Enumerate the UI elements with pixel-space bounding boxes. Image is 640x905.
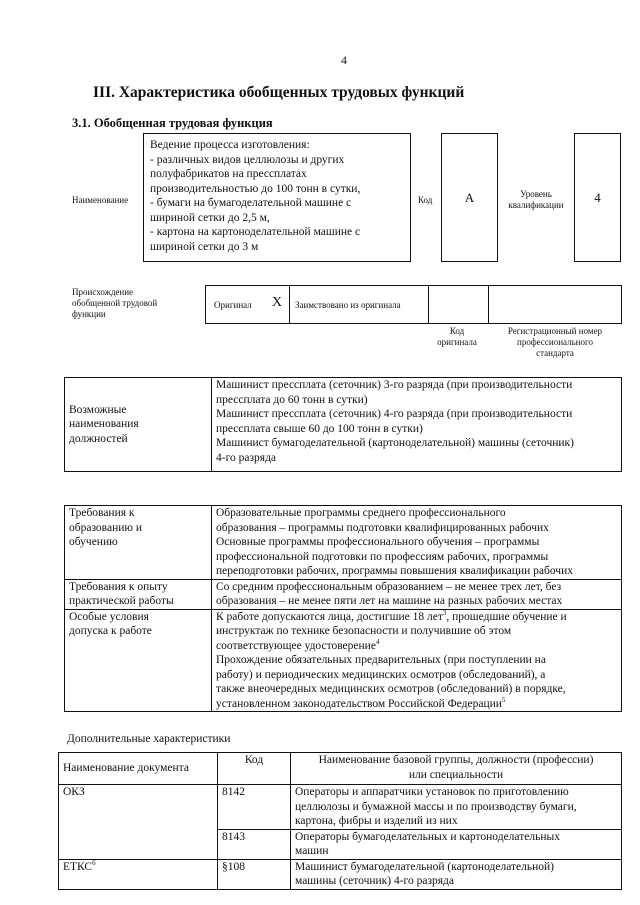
header-name-line: Наименование базовой группы, должности (профессии) bbox=[318, 754, 594, 766]
caption-line: профессионального bbox=[517, 337, 593, 347]
table-row bbox=[65, 609, 622, 712]
level-label-line: квалификации bbox=[508, 200, 564, 210]
conditions-cell bbox=[212, 609, 622, 712]
row-name-line: Операторы бумагоделательных и картоноделательных bbox=[295, 830, 560, 843]
position-line: Машинист прессплата (сеточник) 4-го разряда (при производительности bbox=[216, 408, 573, 420]
original-mark: X bbox=[272, 295, 283, 310]
requirement-line: образования – не менее пяти лет на машине на разных рабочих местах bbox=[216, 595, 563, 607]
caption-line: оригинала bbox=[437, 337, 477, 347]
requirement-label-line: обучению bbox=[69, 536, 118, 548]
row-name-line: машин bbox=[295, 845, 329, 857]
original-code-caption bbox=[427, 326, 487, 348]
positions-label-line: наименования bbox=[69, 418, 139, 431]
footnote-ref: 6 bbox=[92, 858, 96, 867]
requirements-table bbox=[64, 505, 622, 712]
table-row bbox=[65, 378, 622, 472]
requirement-line: профессиональной подготовки по профессиям рабочих, программы bbox=[216, 550, 549, 563]
conditions-label-cell bbox=[65, 609, 212, 712]
position-line: Машинист прессплата (сеточник) 3-го разряда (при производительности bbox=[216, 379, 573, 391]
table-row bbox=[59, 753, 622, 785]
function-name-line: шириной сетки до 2,5 м, bbox=[150, 211, 270, 224]
function-name-line: - картона на картоноделательной машине с bbox=[150, 226, 361, 238]
requirement-line: работу) и периодических медицинских осмотров (обследований), а bbox=[216, 668, 546, 681]
positions-label-line: Возможные bbox=[69, 403, 127, 416]
requirement-line: Прохождение обязательных предварительных (при поступлении на bbox=[216, 654, 546, 666]
footnote-ref: 4 bbox=[375, 637, 380, 646]
code-cell bbox=[218, 785, 291, 830]
subsection-title: 3.1. Обобщенная трудовая функция bbox=[72, 116, 273, 130]
okz-doc: ОКЗ bbox=[63, 786, 85, 798]
education-cell bbox=[212, 506, 622, 580]
row-name-line: целлюлозы и бумажной массы и по производству бумаги, bbox=[295, 800, 577, 813]
caption-line: стандарта bbox=[536, 348, 574, 358]
caption-line: Регистрационный номер bbox=[507, 326, 603, 336]
experience-label-cell bbox=[65, 579, 212, 609]
function-name-line: полуфабрикатов на прессплатах bbox=[150, 168, 307, 180]
table-row bbox=[65, 579, 622, 609]
original-label: Оригинал bbox=[214, 300, 252, 310]
name-label: Наименование bbox=[72, 195, 129, 205]
header-doc-cell bbox=[59, 753, 218, 785]
borrowed-label: Заимствовано из оригинала bbox=[295, 300, 401, 310]
origin-label-line: Происхождение bbox=[72, 287, 134, 297]
okz-cell bbox=[59, 785, 218, 860]
code-value: А bbox=[464, 189, 475, 205]
code-cell bbox=[218, 859, 291, 889]
position-line: 4-го разряда bbox=[216, 451, 277, 464]
requirement-label-line: Требования к опыту bbox=[69, 580, 168, 593]
requirement-line bbox=[216, 639, 617, 654]
positions-cell bbox=[212, 378, 622, 472]
education-label-cell bbox=[65, 506, 212, 580]
requirement-line: Основные программы профессионального обучения – программы bbox=[216, 536, 540, 548]
header-code: Код bbox=[244, 754, 264, 766]
level-label-line: Уровень bbox=[520, 189, 552, 199]
requirement-label-line: образованию и bbox=[69, 521, 142, 534]
requirement-line: переподготовки рабочих, программы повышения квалификации рабочих bbox=[216, 565, 573, 577]
row-name-line: Машинист бумагоделательной (картоноделательной) bbox=[295, 860, 555, 873]
row-code: 8143 bbox=[222, 830, 245, 843]
name-cell bbox=[291, 829, 622, 859]
row-code: 8142 bbox=[222, 786, 245, 798]
condition-text: установленном законодательством Российской Федерации bbox=[216, 697, 502, 710]
code-label: Код bbox=[418, 195, 433, 205]
level-label bbox=[498, 189, 574, 211]
function-name-line: - различных видов целлюлозы и других bbox=[150, 153, 345, 166]
requirement-label-line: Особые условия bbox=[69, 610, 149, 623]
origin-label-line: функции bbox=[72, 309, 106, 319]
row-name-line: картона, фибры и изделий из них bbox=[295, 815, 458, 827]
requirement-label-line: практической работы bbox=[69, 595, 174, 607]
positions-label-cell bbox=[65, 378, 212, 472]
table-row bbox=[65, 506, 622, 580]
table-row bbox=[59, 785, 622, 830]
condition-text: , прошедшие обучение и bbox=[446, 610, 567, 623]
footnote-ref: 5 bbox=[501, 695, 506, 704]
requirement-line bbox=[216, 697, 617, 712]
function-name-box bbox=[143, 133, 411, 262]
additional-title: Дополнительные характеристики bbox=[67, 733, 231, 745]
requirement-line: Со средним профессиональным образованием – не менее трех лет, без bbox=[216, 580, 562, 593]
caption-line: Код bbox=[449, 326, 465, 336]
condition-text: К работе допускаются лица, достигшие 18 лет bbox=[216, 610, 443, 623]
function-name-line: Ведение процесса изготовления: bbox=[150, 139, 310, 151]
section-title: III. Характеристика обобщенных трудовых функций bbox=[93, 84, 465, 101]
position-line: прессплата до 60 тонн в сутки) bbox=[216, 393, 368, 406]
positions-table bbox=[64, 377, 622, 472]
function-name-line: шириной сетки до 3 м bbox=[150, 240, 259, 253]
requirement-line: образования – программы подготовки квалифицированных рабочих bbox=[216, 521, 549, 534]
header-name-line: или специальности bbox=[408, 768, 504, 781]
requirement-line: также внеочередных медицинских осмотров (обследований) в порядке, bbox=[216, 683, 566, 695]
level-value-box bbox=[574, 133, 621, 262]
divider bbox=[289, 286, 290, 323]
divider bbox=[488, 286, 489, 323]
row-code: §108 bbox=[222, 860, 245, 873]
level-value: 4 bbox=[594, 189, 601, 205]
origin-table bbox=[205, 285, 622, 324]
position-line: Машинист бумагоделательной (картоноделательной) машины (сеточник) bbox=[216, 437, 574, 449]
requirement-line: Образовательные программы среднего профессионального bbox=[216, 507, 506, 519]
footnote-ref: 3 bbox=[442, 608, 447, 617]
position-line: прессплата свыше 60 до 100 тонн в сутки) bbox=[216, 422, 423, 435]
header-code-cell bbox=[218, 753, 291, 785]
condition-text: соответствующее удостоверение bbox=[216, 639, 376, 652]
table-row bbox=[59, 859, 622, 889]
registration-caption bbox=[488, 326, 622, 359]
origin-label bbox=[72, 287, 157, 320]
requirement-line bbox=[216, 610, 617, 625]
function-name-line: - бумаги на бумагоделательной машине с bbox=[150, 197, 352, 209]
requirement-label-line: Требования к bbox=[69, 507, 135, 519]
header-name-cell bbox=[291, 753, 622, 785]
origin-label-line: обобщенной трудовой bbox=[72, 298, 158, 308]
name-cell bbox=[291, 785, 622, 830]
requirement-line: инструктаж по технике безопасности и получившие об этом bbox=[216, 625, 512, 637]
positions-label-line: должностей bbox=[69, 432, 128, 445]
function-name-line: производительностью до 100 тонн в сутки, bbox=[150, 182, 361, 195]
row-name-line: Операторы и аппаратчики установок по приготовлению bbox=[295, 786, 569, 798]
additional-table bbox=[58, 752, 622, 890]
experience-cell bbox=[212, 579, 622, 609]
header-doc: Наименование документа bbox=[63, 762, 189, 775]
etks-cell bbox=[59, 859, 218, 889]
row-name-line: машины (сеточник) 4-го разряда bbox=[295, 875, 454, 887]
code-value-box bbox=[441, 133, 498, 262]
requirement-label-line: допуска к работе bbox=[69, 625, 152, 637]
code-cell bbox=[218, 829, 291, 859]
name-cell bbox=[291, 859, 622, 889]
etks-doc: ЕТКС bbox=[63, 860, 93, 873]
divider bbox=[428, 286, 429, 323]
page-number: 4 bbox=[341, 53, 347, 67]
